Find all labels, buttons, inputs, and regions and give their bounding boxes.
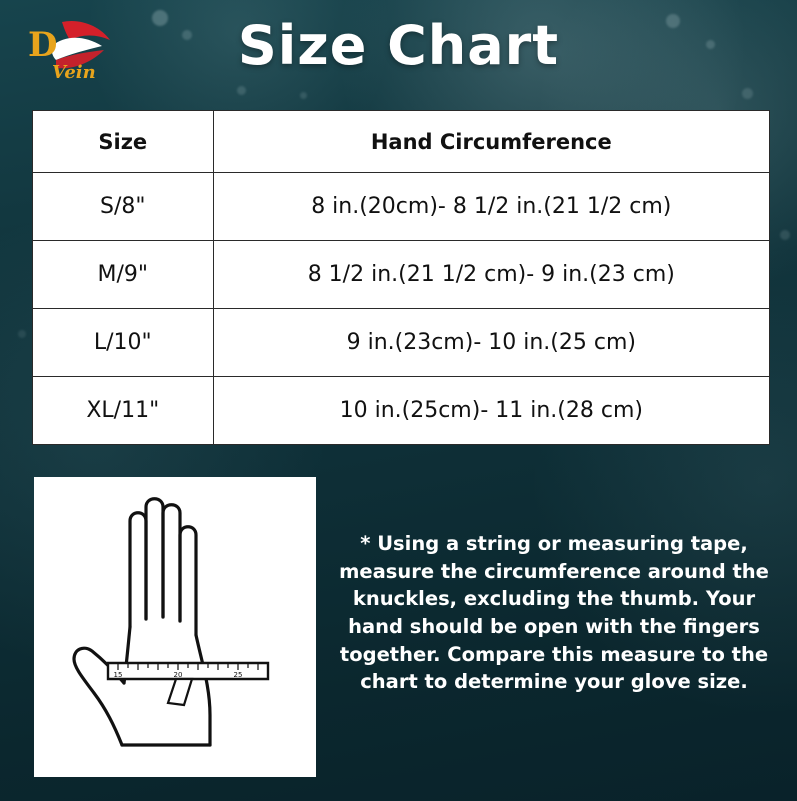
size-chart-table-container xyxy=(32,110,770,445)
svg-text:15: 15 xyxy=(113,671,123,679)
cell-size: XL/11" xyxy=(33,377,214,445)
svg-text:25: 25 xyxy=(233,671,243,679)
table-row xyxy=(33,309,770,377)
measurement-instructions: * Using a string or measuring tape, measure the circumference around the knuckles, excluding the thumb. Your hand should be open with the fingers together. Compare this measure to the chart to determine your glove size. xyxy=(339,532,769,694)
svg-text:20: 20 xyxy=(173,671,183,679)
svg-text:D: D xyxy=(28,25,58,65)
table-header-row xyxy=(33,111,770,173)
table-row xyxy=(33,377,770,445)
svg-text:Vein: Vein xyxy=(52,62,96,83)
cell-circumference: 8 in.(20cm)- 8 1/2 in.(21 1/2 cm) xyxy=(213,173,769,241)
cell-size: L/10" xyxy=(33,309,214,377)
hand-measuring-icon xyxy=(34,477,316,777)
column-header-size: Size xyxy=(33,111,214,173)
cell-circumference: 10 in.(25cm)- 11 in.(28 cm) xyxy=(213,377,769,445)
bubble-decor xyxy=(237,86,246,95)
bubble-decor xyxy=(780,230,790,240)
size-chart-table xyxy=(32,110,770,445)
cell-circumference: 8 1/2 in.(21 1/2 cm)- 9 in.(23 cm) xyxy=(213,241,769,309)
bubble-decor xyxy=(742,88,753,99)
page-title: Size Chart xyxy=(237,14,560,77)
bubble-decor xyxy=(18,330,26,338)
bubble-decor xyxy=(300,92,307,99)
cell-circumference: 9 in.(23cm)- 10 in.(25 cm) xyxy=(213,309,769,377)
table-row xyxy=(33,241,770,309)
cell-size: M/9" xyxy=(33,241,214,309)
table-row xyxy=(33,173,770,241)
column-header-hand-circumference: Hand Circumference xyxy=(213,111,769,173)
cell-size: S/8" xyxy=(33,173,214,241)
hand-illustration-panel xyxy=(34,477,316,777)
